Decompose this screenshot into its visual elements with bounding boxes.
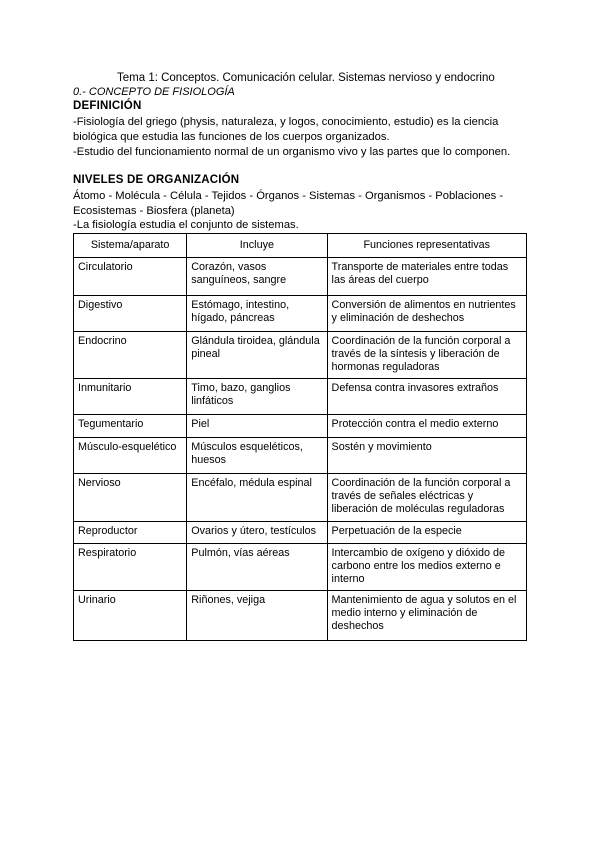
document-title: Tema 1: Conceptos. Comunicación celular. Sistemas nervioso y endocrino [117, 72, 495, 84]
cell-funciones: Coordinación de la función corporal a través de la síntesis y liberación de hormonas reguladoras [327, 332, 526, 379]
cell-funciones: Defensa contra invasores extraños [327, 379, 526, 415]
cell-sistema: Endocrino [74, 332, 187, 379]
cell-incluye: Estómago, intestino, hígado, páncreas [187, 296, 327, 332]
cell-sistema: Urinario [74, 591, 187, 641]
table-row [74, 591, 527, 641]
table-row [74, 415, 527, 438]
niveles-line-1: Átomo - Molécula - Célula - Tejidos - Órganos - Sistemas - Organismos - Poblaciones - [73, 190, 504, 202]
cell-sistema: Digestivo [74, 296, 187, 332]
table-header-row [74, 234, 527, 258]
cell-sistema: Respiratorio [74, 544, 187, 591]
cell-sistema: Circulatorio [74, 258, 187, 296]
section-heading: 0.- CONCEPTO DE FISIOLOGÍA [73, 86, 235, 98]
definicion-line-2: biológica que estudia las funciones de los cuerpos organizados. [73, 131, 390, 143]
cell-funciones: Intercambio de oxígeno y dióxido de carbono entre los medios externo e interno [327, 544, 526, 591]
cell-incluye: Pulmón, vías aéreas [187, 544, 327, 591]
definicion-line-3: -Estudio del funcionamiento normal de un organismo vivo y las partes que lo componen. [73, 146, 511, 158]
table-row [74, 522, 527, 544]
cell-funciones: Transporte de materiales entre todas las áreas del cuerpo [327, 258, 526, 296]
cell-incluye: Timo, bazo, ganglios linfáticos [187, 379, 327, 415]
definicion-heading: DEFINICIÓN [73, 100, 142, 112]
table-row [74, 296, 527, 332]
cell-funciones: Conversión de alimentos en nutrientes y eliminación de deshechos [327, 296, 526, 332]
cell-incluye: Riñones, vejiga [187, 591, 327, 641]
cell-funciones: Coordinación de la función corporal a través de señales eléctricas y liberación de moléculas reguladoras [327, 474, 526, 522]
niveles-line-2: Ecosistemas - Biosfera (planeta) [73, 205, 235, 217]
cell-incluye: Ovarios y útero, testículos [187, 522, 327, 544]
header-funciones: Funciones representativas [327, 234, 526, 258]
header-sistema: Sistema/aparato [74, 234, 187, 258]
cell-incluye: Corazón, vasos sanguíneos, sangre [187, 258, 327, 296]
cell-incluye: Músculos esqueléticos, huesos [187, 438, 327, 474]
table-row [74, 258, 527, 296]
cell-sistema: Reproductor [74, 522, 187, 544]
niveles-line-3: -La fisiología estudia el conjunto de sistemas. [73, 219, 299, 231]
cell-funciones: Sostén y movimiento [327, 438, 526, 474]
definicion-line-1: -Fisiología del griego (physis, naturaleza, y logos, conocimiento, estudio) es la ciencia [73, 116, 499, 128]
cell-sistema: Músculo-esquelético [74, 438, 187, 474]
niveles-heading: NIVELES DE ORGANIZACIÓN [73, 174, 240, 186]
table-row [74, 544, 527, 591]
cell-funciones: Protección contra el medio externo [327, 415, 526, 438]
table-row [74, 379, 527, 415]
table-row [74, 474, 527, 522]
cell-sistema: Inmunitario [74, 379, 187, 415]
cell-incluye: Glándula tiroidea, glándula pineal [187, 332, 327, 379]
cell-funciones: Mantenimiento de agua y solutos en el medio interno y eliminación de deshechos [327, 591, 526, 641]
systems-table [73, 233, 527, 641]
cell-sistema: Nervioso [74, 474, 187, 522]
table-row [74, 438, 527, 474]
header-incluye: Incluye [187, 234, 327, 258]
cell-incluye: Piel [187, 415, 327, 438]
table-row [74, 332, 527, 379]
cell-sistema: Tegumentario [74, 415, 187, 438]
cell-incluye: Encéfalo, médula espinal [187, 474, 327, 522]
cell-funciones: Perpetuación de la especie [327, 522, 526, 544]
